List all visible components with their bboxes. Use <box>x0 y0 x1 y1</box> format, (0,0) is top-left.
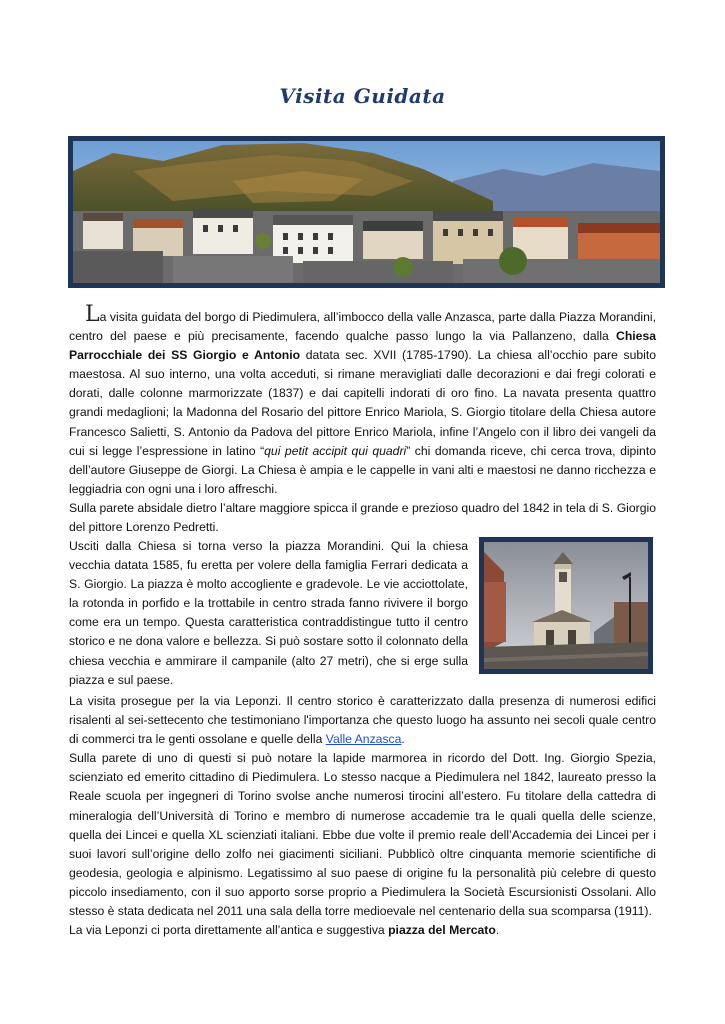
paragraph-text: La visita prosegue per la via Leponzi. Il centro storico è caratterizzato dalla presenza di numerosi edifici risalenti al sei-settecento che testimoniano l'importanza che questo luogo ha assunto nei secoli quale centro di commerci tra le genti ossolane e quelle della <box>69 694 656 747</box>
paragraph-text: ” chi domanda riceve, chi cerca trova, dipinto dell’autore Giuseppe de Giorgi. La Chiesa è ampia e le cappelle in vani alti e maestosi ne danno ricchezza e leggiadria con ogni una i loro affreschi. <box>69 443 656 496</box>
bold-church-name: Chiesa Parrocchiale dei SS Giorgio e Antonio <box>69 329 656 363</box>
paragraph-via-leponzi <box>69 692 656 940</box>
bold-piazza-mercato: piazza del Mercato <box>388 923 496 938</box>
drop-cap-letter: L <box>85 302 100 327</box>
valle-anzasca-link[interactable]: Valle Anzasca <box>325 732 402 747</box>
italic-latin-quote: qui petit accipit qui quadri <box>264 443 407 458</box>
paragraph-text: . <box>401 732 405 747</box>
town-panorama-photo <box>68 136 665 288</box>
paragraph-giorgio-spezia: Sulla parete di uno di questi si può notare la lapide marmorea in ricordo del Dott. Ing. Giorgio Spezia, scienziato ed emerito cittadino di Piedimulera. Lo stesso nacque a Piedimulera nel 1842, laureato presso la Reale scuola per ingegneri di Torino svolse anche numerosi tirocini all’estero. Fu titolare della cattedra di mineralogia dell’Università di Torino e membro di numerose accademie tra le quali quella delle scienze, quella dei Lincei e quella XL scienziati italiani. Ebbe due volte il premio reale dell’Accademia dei Lincei per i suoi lavori sull’origine dello zolfo nei giacimenti siciliani. Pubblicò oltre cinquanta memorie scientifiche di geodesia, geologia e alpinismo. Legatissimo al suo paese di origine fu la personalità più celebre di questo piccolo insediamento, con il suo apporto sorse proprio a Piedimulera la Società Escursionisti Ossolani. Allo stesso è stata dedicata nel 2011 una sala della torre medioevale nel centenario della sua scomparsa (1911). <box>69 751 656 919</box>
bell-tower-image <box>484 542 648 669</box>
paragraph-text: La via Leponzi ci porta direttamente all’antica e suggestiva <box>69 923 389 938</box>
paragraph-text: datata sec. XVII (1785-1790). La chiesa all’occhio pare subito maestosa. Al suo interno, una volta acceduti, si rimane meravigliati dalle decorazioni e dai fregi colorati e dorati, dalle colonne marmorizzate (1837) e dai capitelli indorati di oro fino. La navata presenta quattro grandi medaglioni; la Madonna del Rosario del pittore Enrico Mariola, S. Giorgio titolare della Chiesa autore Francesco Salietti, S. Antonio da Padova del pittore Enrico Mariola, infine l’Angelo con il libro dei vangeli da cui si legge l’espressione in latino “ <box>69 348 656 458</box>
paragraph-apse-painting: Sulla parete absidale dietro l’altare maggiore spicca il grande e prezioso quadro del 1842 in tela di S. Giorgio del pittore Lorenzo Pedretti. <box>69 500 656 535</box>
town-panorama-image <box>73 141 660 283</box>
paragraph-text: . <box>495 923 500 938</box>
page-title: Visita Guidata <box>279 84 446 108</box>
paragraph-text: a visita guidata del borgo di Piedimulera, all’imbocco della valle Anzasca, parte dalla Piazza Morandini, centro del paese e più precisamente, facendo qualche passo lungo la via Pallanzeno, dalla <box>69 310 656 344</box>
bell-tower-photo <box>479 537 653 674</box>
paragraph-piazza-morandini: Usciti dalla Chiesa si torna verso la piazza Morandini. Qui la chiesa vecchia datata 1585, fu eretta per volere della famiglia Ferrari dedicata a S. Giorgio. La piazza è molto accogliente e gradevole. Le vie acciottolate, la rotonda in porfido e la trottabile in centro strada fanno rivivere il borgo come era un tempo. Questa caratteristica contraddistingue tutto il centro storico e ne dona valore e bellezza. Si può sostare sotto il colonnato della chiesa vecchia e ammirare il campanile (alto 27 metri), che si erge sulla piazza e sul paese. <box>69 539 468 687</box>
paragraph-church-visit <box>69 302 656 537</box>
